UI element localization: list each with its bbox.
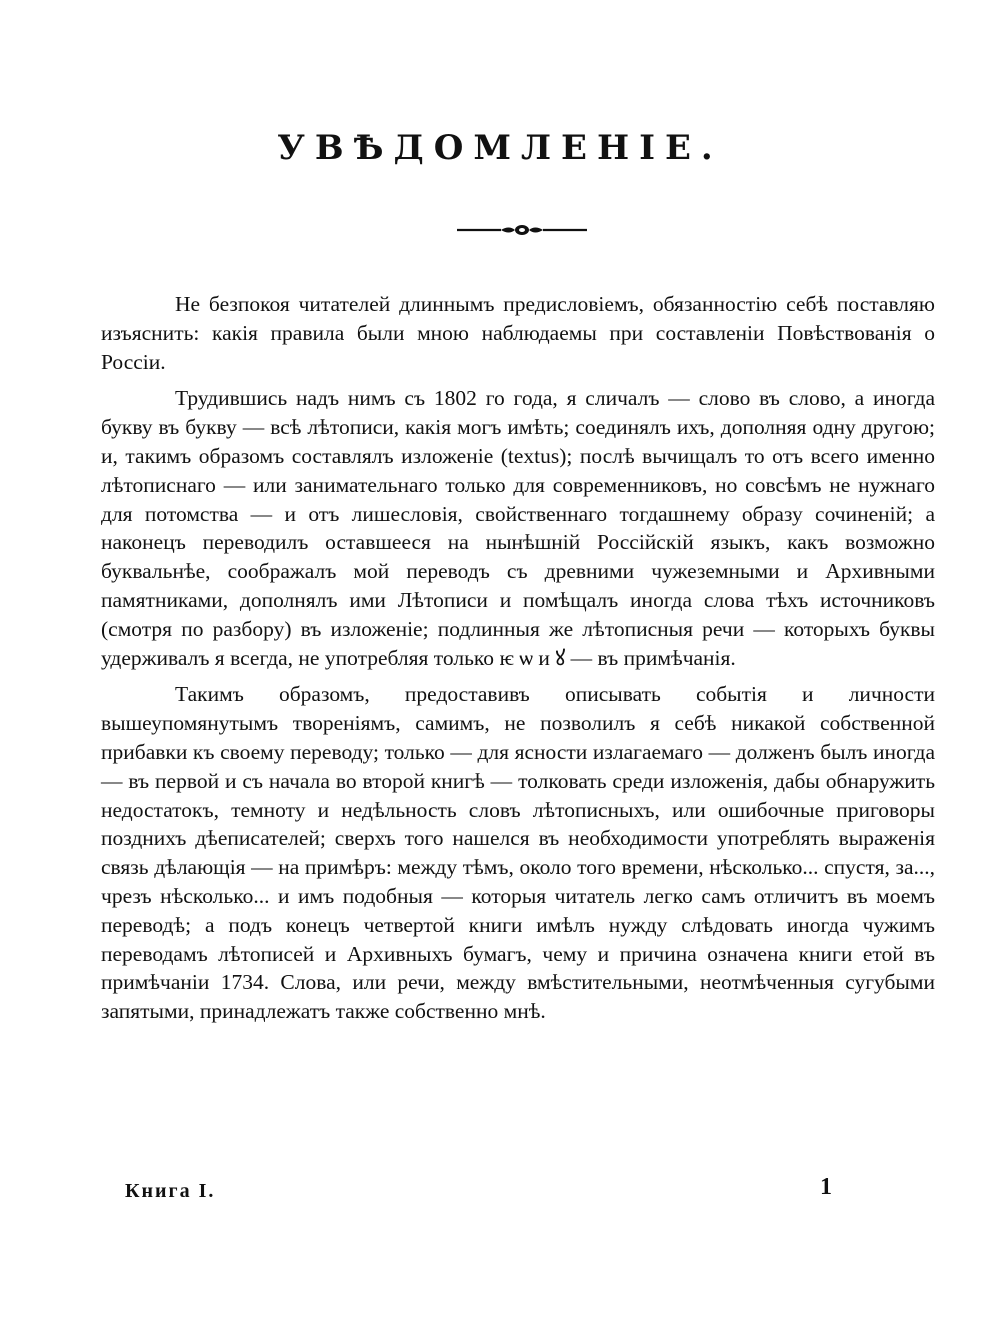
paragraph-intro: Не безпокоя читателей длиннымъ предисловіемъ, обязанностію себѣ поставляю изъяснить: какія правила были мною наблюдаемы при составленіи Повѣствованія о Россіи. [101, 292, 935, 374]
page-number: 1 [820, 1174, 832, 1200]
page-title: УВѢДОМЛЕНІЕ. [277, 128, 723, 168]
footer-book-label: Книга І. [125, 1180, 216, 1202]
paragraph-additions: Такимъ образомъ, предоставивъ описывать событія и личности вышеупомянутымъ твореніямъ, самимъ, не позволилъ я себѣ никакой собственной прибавки къ своему переводу; только — для ясности излагаемаго — долженъ былъ иногда — въ первой и съ начала во второй книгѣ — толковать среди изложенія, дабы обнаружить недостатокъ, темноту и недѣльность словъ лѣтописныхъ, или ошибочные приговоры позднихъ дѣеписателей; сверхъ того нашелся въ необходимости употреблять выраженія связь дѣлающія — на примѣръ: между тѣмъ, около того времени, нѣсколько... спустя, за..., чрезъ нѣсколько... и имъ подобныя — которыя читатель легко самъ отличитъ въ моемъ переводѣ; а подъ конецъ четвертой книги имѣлъ нужду слѣдовать иногда чужимъ переводамъ лѣтописей и Архивныхъ бумагъ, чему и причина означена книги етой въ примѣчаніи 1734. Слова, или речи, между вмѣстительными, неотмѣченныя сугубыми запятыми, принадлежатъ также собственно мнѣ. [101, 682, 935, 1024]
paragraph-method: Трудившись надъ нимъ съ 1802 го года, я сличалъ — слово въ слово, а иногда букву въ букву — всѣ лѣтописи, какія могъ имѣть; соединялъ ихъ, дополняя одну другою; и, такимъ образомъ составлялъ изложеніе (textus); послѣ вычищалъ то отъ всего именно лѣтописнаго — или занимательнаго только для современниковъ, но совсѣмъ не нужнаго для потомства — и отъ лишесловія, свойственнаго тогдашнему образу сочиненій; а наконецъ переводилъ оставшееся на нынѣшній Россійскій языкъ, какъ возможно буквальнѣе, соображалъ мой переводъ съ древними чужеземными и Архивными памятниками, дополнялъ ими Лѣтописи и помѣщалъ иногда слова тѣхъ источниковъ (смотря по разбору) въ изложеніе; подлинныя же лѣтописныя речи — которыхъ буквы удерживалъ я всегда, не употребляя только ѥ ѡ и ꙋ — въ примѣчанія. [101, 386, 935, 670]
ornament-rule-icon [455, 222, 589, 238]
body-text [101, 290, 935, 1034]
